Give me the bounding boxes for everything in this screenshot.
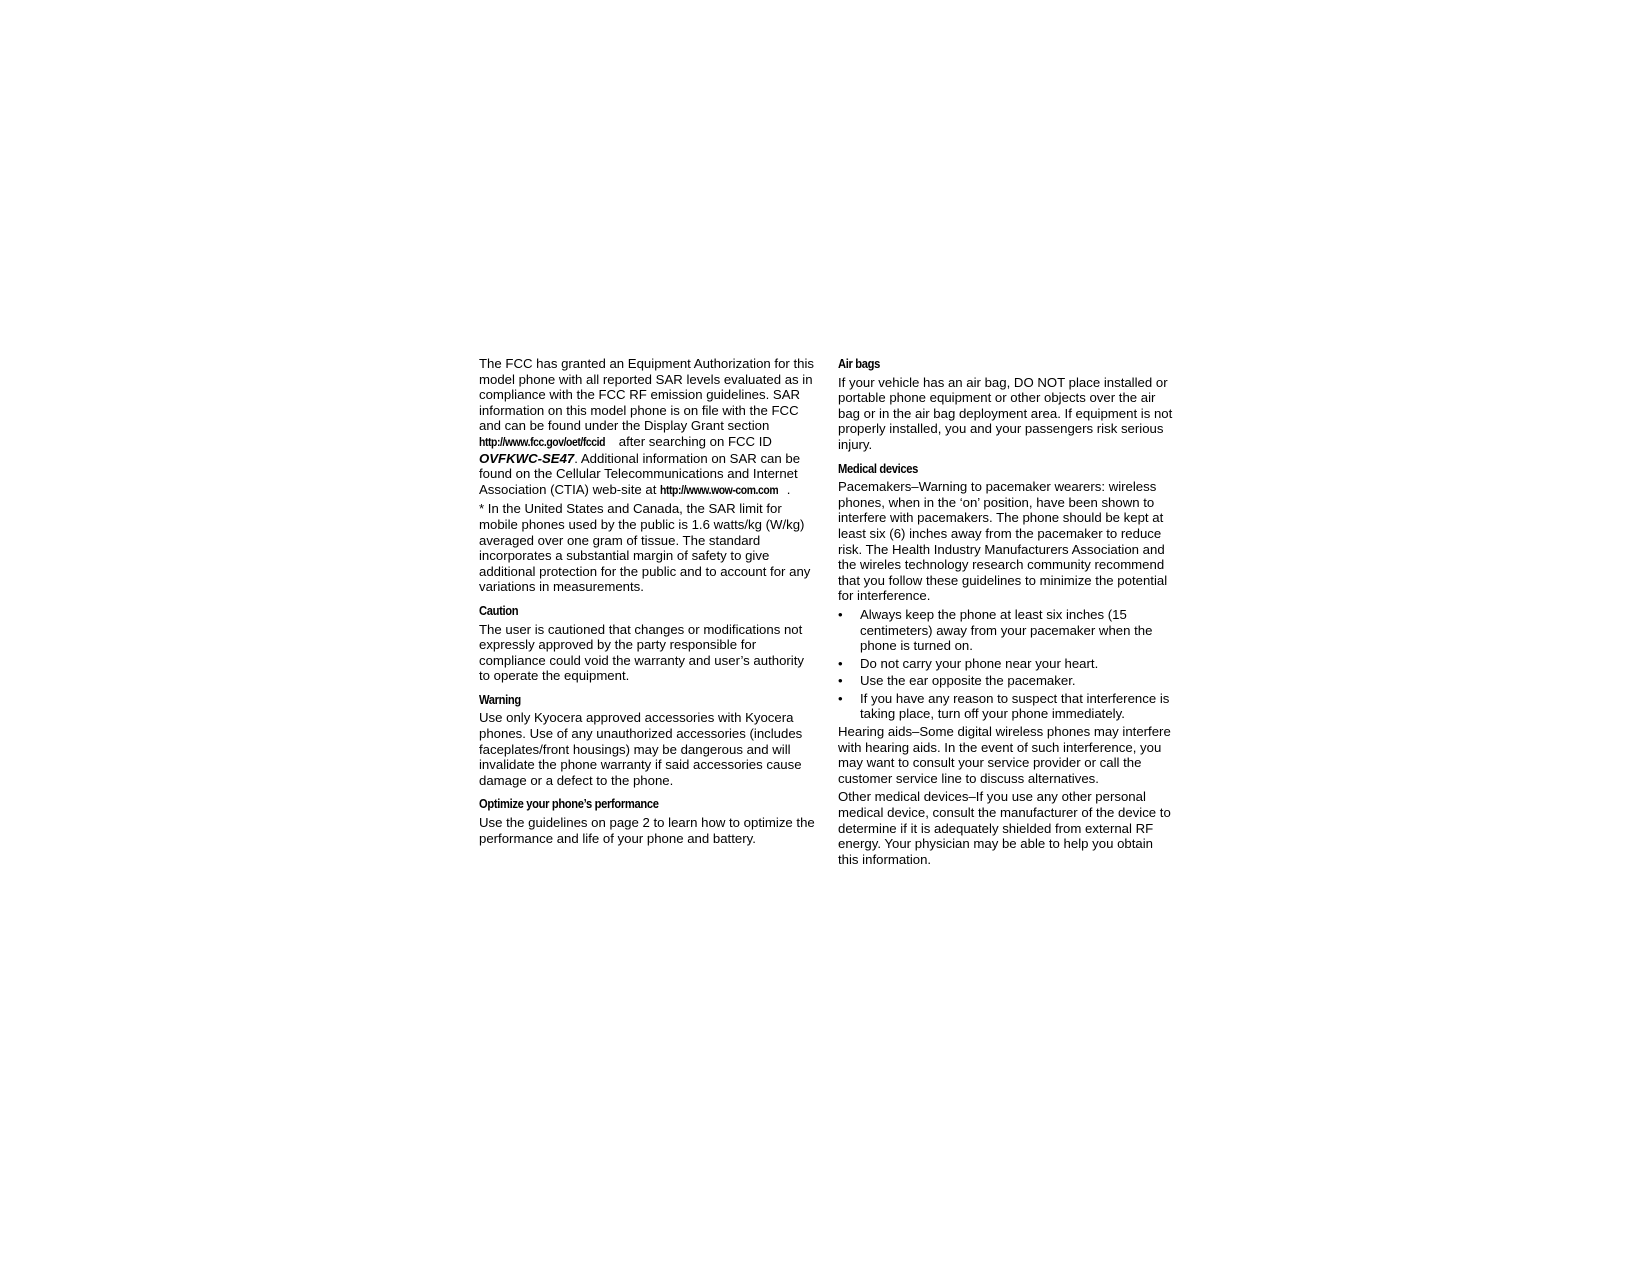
pacemaker-guidelines-list (838, 607, 1176, 722)
right-column (838, 356, 1176, 870)
bullet-marker: • (838, 690, 843, 706)
bullet-marker: • (838, 606, 843, 622)
fcc-url: http://www.fcc.gov/oet/fccid (479, 434, 606, 449)
optimize-heading: Optimize your phone’s performance (479, 796, 659, 812)
bullet-marker: • (838, 655, 843, 671)
list-item: • Use the ear opposite the pacemaker. (838, 673, 1076, 689)
pacemakers-paragraph: Pacemakers–Warning to pacemaker wearers: wireless phones, when in the ‘on’ position, have been shown to interfere with pacemakers. The phone should be kept at least six (6) inches away from the pacemaker to reduce risk. The Health Industry Manufacturers Association and the wireles technology research community recommend that you follow these guidelines to minimize the potential for interference. (838, 479, 1168, 604)
caution-heading: Caution (479, 602, 519, 618)
warning-paragraph: Use only Kyocera approved accessories with Kyocera phones. Use of any unauthorized accessories (includes faceplates/front housings) may be dangerous and will invalidate the phone warranty if said accessories cause damage or a defect to the phone. (479, 710, 803, 788)
caution-paragraph: The user is cautioned that changes or modifications not expressly approved by the party responsible for compliance could void the warranty and user’s authority to operate the equipment. (479, 621, 804, 684)
sar-info-paragraph: The FCC has granted an Equipment Authorization for this model phone with all reported SAR levels evaluated as in compliance with the FCC RF emission guidelines. SAR information on this model phone is on file with the FCC and can be found under the Display Grant section http://www.fcc.gov/oet/fccid after searching on FCC ID OVFKWC-SE47. Additional information on SAR can be found on the Cellular Telecommunications and Internet Association (CTIA) web-site at http://www.wow-com.com . (479, 356, 814, 497)
list-item: • If you have any reason to suspect that interference is taking place, turn off your phone immediately. (838, 690, 1170, 722)
list-item: • Always keep the phone at least six inches (15 centimeters) away from your pacemaker when the phone is turned on. (838, 606, 1153, 654)
list-item: • Do not carry your phone near your heart. (838, 655, 1099, 671)
left-column (479, 356, 817, 849)
other-medical-devices-paragraph: Other medical devices–If you use any other personal medical device, consult the manufacturer of the device to determine if it is adequately shielded from external RF energy. Your physician may be able to help you obtain this information. (838, 789, 1171, 867)
hearing-aids-paragraph: Hearing aids–Some digital wireless phones may interfere with hearing aids. In the event of such interference, you may want to consult your service provider or call the customer service line to discuss alternatives. (838, 724, 1171, 786)
bullet-marker: • (838, 673, 843, 689)
ctia-url: http://www.wow-com.com (660, 482, 779, 497)
optimize-paragraph: Use the guidelines on page 2 to learn how to optimize the performance and life of your phone and battery. (479, 815, 815, 846)
fcc-id: OVFKWC-SE47 (479, 450, 575, 466)
airbags-heading: Air bags (838, 356, 880, 371)
medical-devices-heading: Medical devices (838, 460, 918, 476)
warning-heading: Warning (479, 691, 521, 707)
airbags-paragraph: If your vehicle has an air bag, DO NOT place installed or portable phone equipment or other objects over the air bag or in the air bag deployment area. If equipment is not properly installed, you and your passengers risk serious injury. (838, 374, 1173, 452)
sar-limit-paragraph: * In the United States and Canada, the SAR limit for mobile phones used by the public is 1.6 watts/kg (W/kg) averaged over one gram of tissue. The standard incorporates a substantial margin of safety to give additional protection for the public and to account for any variations in measurements. (479, 501, 811, 595)
